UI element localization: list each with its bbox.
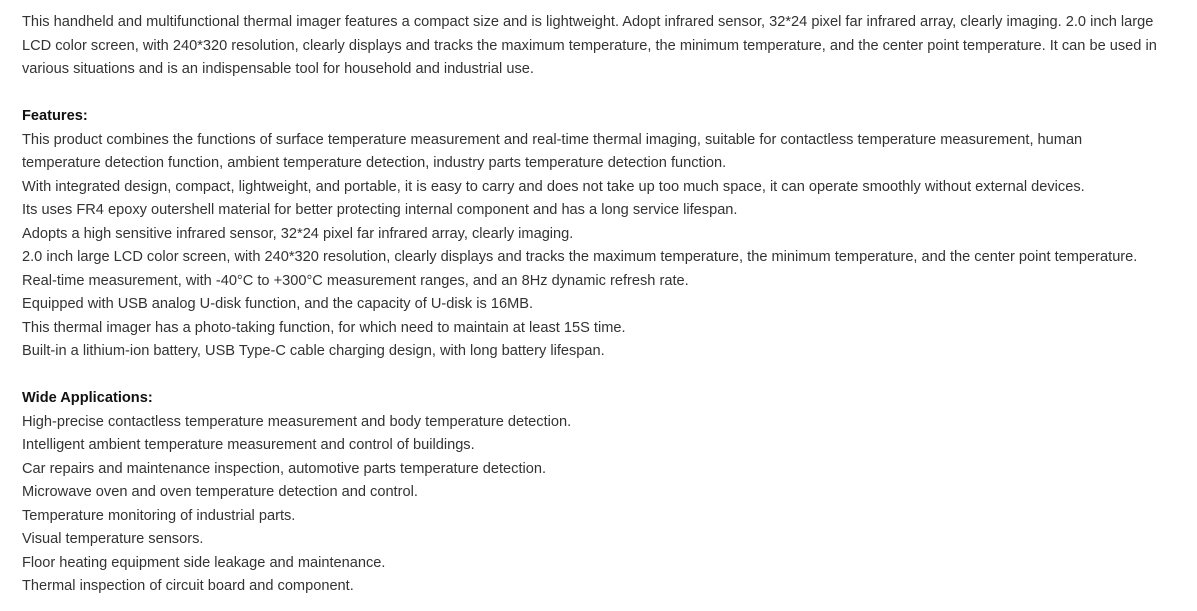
features-heading: Features: [22,108,88,124]
application-item: Floor heating equipment side leakage and maintenance. [22,554,386,571]
applications-heading: Wide Applications: [22,390,153,406]
application-item: Thermal inspection of circuit board and component. [22,578,354,594]
features-list [22,129,1182,364]
application-item: High-precise contactless temperature measurement and body temperature detection. [22,413,572,430]
application-item: Intelligent ambient temperature measurement and control of buildings. [22,437,475,453]
feature-item: Its uses FR4 epoxy outershell material for better protecting internal component and has a long service lifespan. [22,202,738,218]
feature-item: 2.0 inch large LCD color screen, with 240*320 resolution, clearly displays and tracks the maximum temperature, the minimum temperature, and the center point temperature. [22,249,1138,265]
feature-item: This thermal imager has a photo-taking function, for which need to maintain at least 15S time. [22,319,626,336]
feature-item: Equipped with USB analog U-disk function, and the capacity of U-disk is 16MB. [22,296,534,312]
application-item: Microwave oven and oven temperature detection and control. [22,484,418,500]
feature-item: With integrated design, compact, lightweight, and portable, it is easy to carry and does not take up too much space, it can operate smoothly without external devices. [22,178,1085,195]
intro-paragraph: This handheld and multifunctional thermal imager features a compact size and is lightweight. Adopt infrared sensor, 32*24 pixel far infrared array, clearly imaging. 2.0 inch large LCD color screen, with 240*320 resolution, clearly displays and tracks the maximum temperature, the minimum temperature, and the center point temperature. It can be used in various situations and is an indispensable tool for household and industrial use. [22,14,1157,77]
application-item: Car repairs and maintenance inspection, automotive parts temperature detection. [22,460,547,477]
application-item: Temperature monitoring of industrial parts. [22,507,296,524]
product-description [22,11,1182,599]
feature-item: Adopts a high sensitive infrared sensor, 32*24 pixel far infrared array, clearly imaging. [22,225,574,242]
feature-item: Built-in a lithium-ion battery, USB Type-C cable charging design, with long battery lifespan. [22,343,605,359]
applications-list [22,411,1182,599]
application-item: Visual temperature sensors. [22,531,204,547]
feature-item: Real-time measurement, with -40°C to +300°C measurement ranges, and an 8Hz dynamic refresh rate. [22,272,689,289]
feature-item: This product combines the functions of surface temperature measurement and real-time thermal imaging, suitable for contactless temperature measurement, human temperature detection function, ambient temperature detection, industry parts temperature detection function. [22,131,1083,171]
